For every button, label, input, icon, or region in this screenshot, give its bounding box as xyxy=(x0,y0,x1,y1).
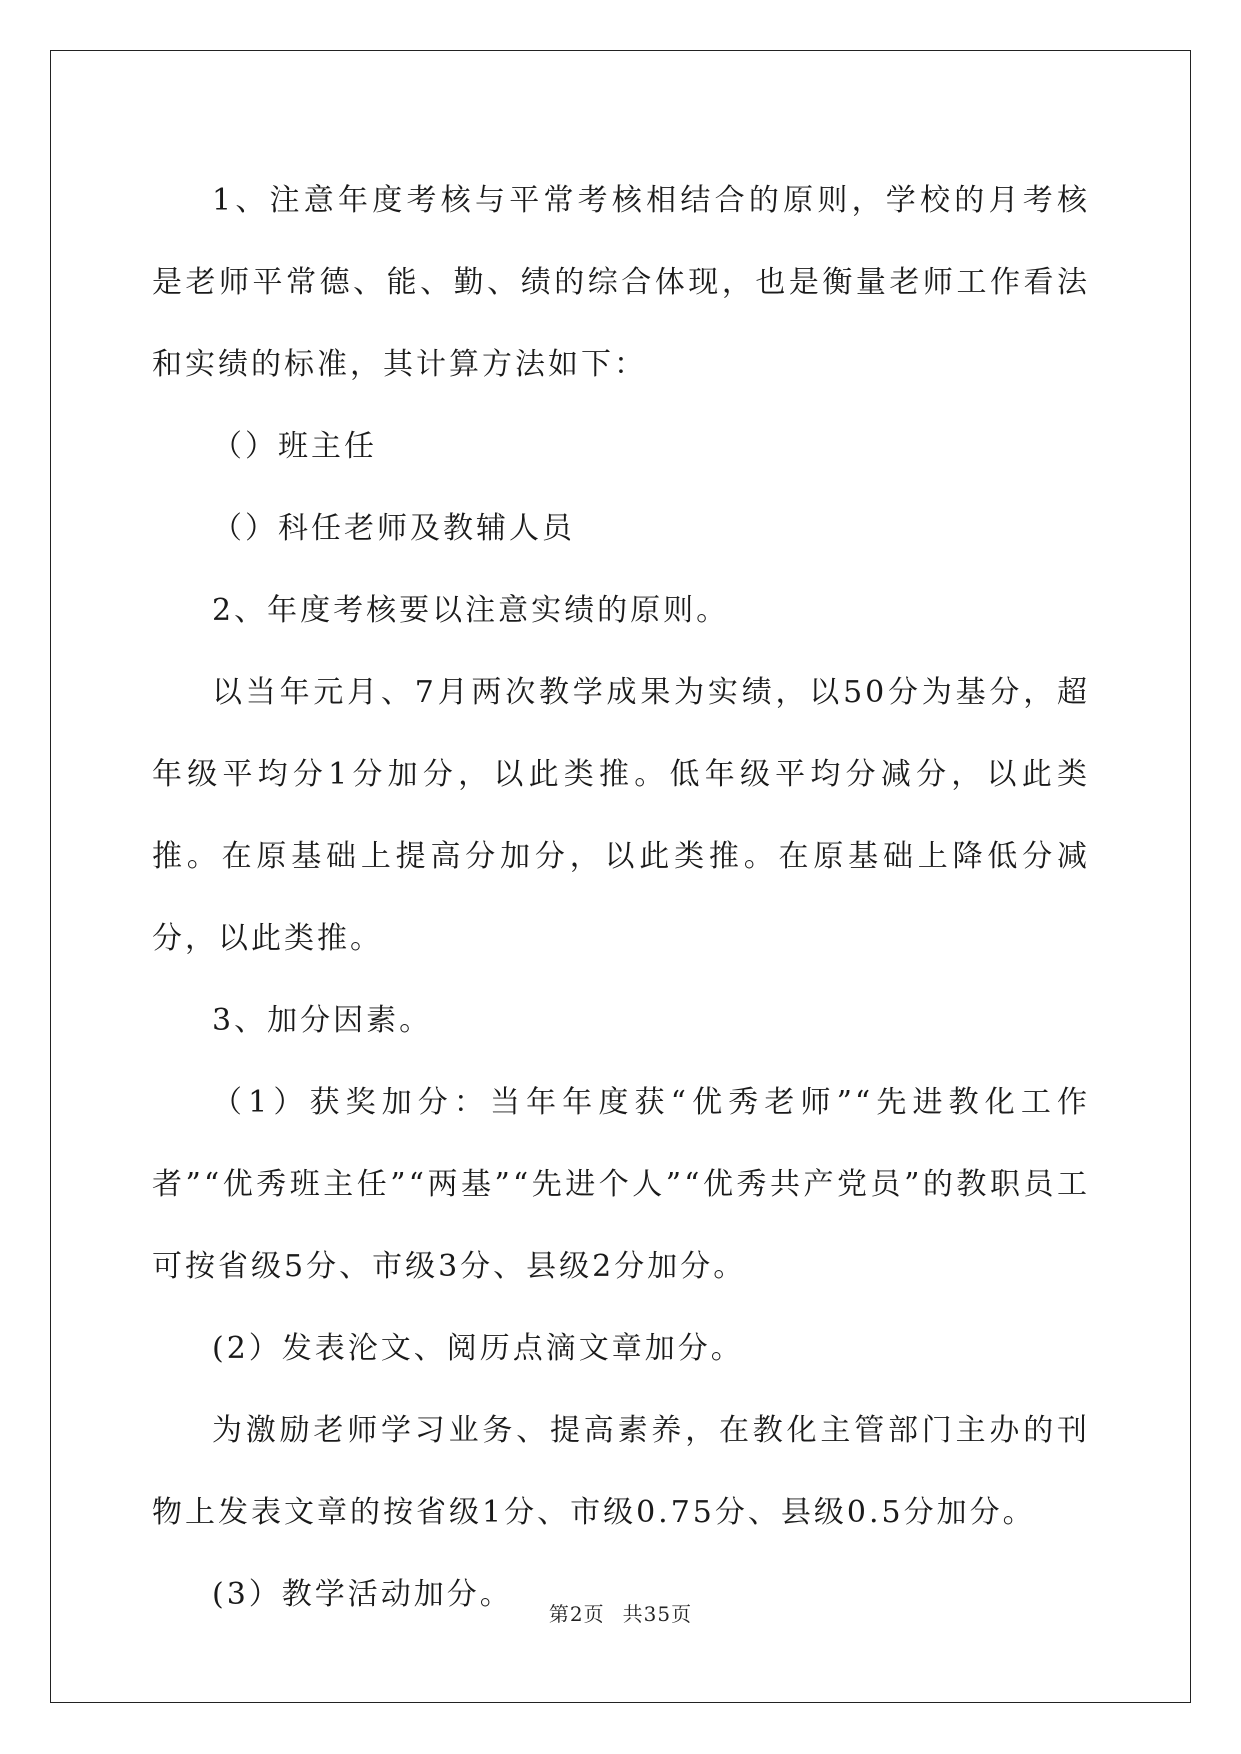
paragraph-10: (3）教学活动加分。 xyxy=(212,1577,513,1612)
paragraph-8: (2）发表沦文、阅历点滴文章加分。 xyxy=(212,1331,744,1366)
paragraph-7: （1）获奖加分：当年年度获“优秀老师”“先进教化工作者”“优秀班主任”“两基”“先进个人”“优秀共产党员”的教职员工可按省级5分、市级3分、县级2分加分。 xyxy=(152,1085,1090,1284)
paragraph-2: （）班主任 xyxy=(212,429,377,464)
paragraph-4: 2、年度考核要以注意实绩的原则。 xyxy=(212,593,730,628)
page-total: 共35页 xyxy=(622,1602,693,1626)
page-number: 第2页 xyxy=(548,1602,605,1626)
page-footer xyxy=(0,1598,1241,1627)
paragraph-5: 以当年元月、7月两次教学成果为实绩，以50分为基分，超年级平均分1分加分，以此类推。低年级平均分减分，以此类推。在原基础上提高分加分，以此类推。在原基础上降低分减分，以此类推。 xyxy=(152,675,1090,956)
paragraph-6: 3、加分因素。 xyxy=(212,1003,433,1038)
paragraph-9: 为激励老师学习业务、提高素养，在教化主管部门主办的刊物上发表文章的按省级1分、市级0.75分、县级0.5分加分。 xyxy=(152,1413,1090,1530)
paragraph-1: 1、注意年度考核与平常考核相结合的原则，学校的月考核是老师平常德、能、勤、绩的综合体现，也是衡量老师工作看法和实绩的标准，其计算方法如下： xyxy=(152,183,1090,382)
document-body xyxy=(152,160,1090,1636)
paragraph-3: （）科任老师及教辅人员 xyxy=(212,511,575,546)
